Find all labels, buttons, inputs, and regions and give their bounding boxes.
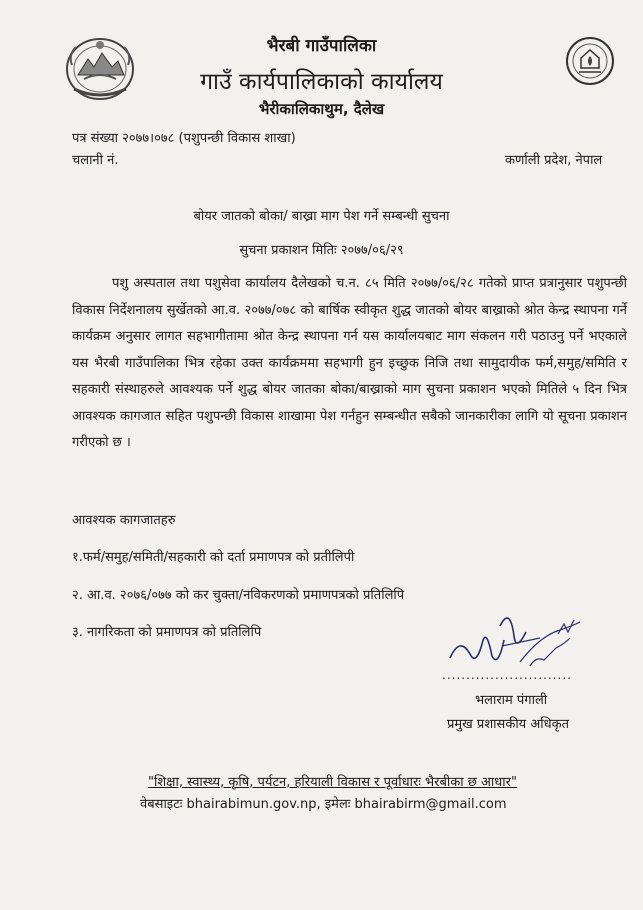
province-label: कर्णाली प्रदेश, नेपाल (505, 153, 603, 168)
office-address: भैरीकालिकाथुम, दैलेख (258, 100, 385, 118)
document-item: २. आ.व. २०७६/०७७ को कर चुक्ता/नविकरणको प्रमाणपत्रको प्रतिलिपि (72, 588, 405, 603)
documents-title: आवश्यक कागजातहरु (72, 513, 176, 528)
office-name: गाउँ कार्यपालिकाको कार्यालय (200, 69, 443, 95)
document-item: ३. नागरिकता को प्रमाणपत्र को प्रतिलिपि (72, 625, 262, 640)
reference-number: पत्र संख्या २०७७।०७८ (पशुपन्छी विकास शाखा) (72, 131, 296, 146)
municipality-name: भैरबी गाउँपालिका (266, 36, 377, 56)
dispatch-number: चलानी नं. (72, 153, 119, 168)
document-item: १.फर्म/समुह/समिती/सहकारी को दर्ता प्रमाणपत्र को प्रतीलिपी (72, 550, 355, 565)
signer-name: भलाराम पंगाली (475, 693, 548, 708)
footer-slogan: "शिक्षा, स्वास्थ्य, कृषि, पर्यटन, हरियाली विकास र पूर्वाधारः भैरबीका छ आधार" (148, 775, 517, 790)
publication-date: सुचना प्रकाशन मितिः २०७७/०६/२९ (239, 243, 404, 258)
footer-contact: वेबसाइटः bhairabimun.gov.np, इमेलः bhairabirm@gmail.com (140, 797, 507, 812)
signature-line: ........................... (442, 668, 572, 682)
notice-subject: बोयर जातको बोका/ बाख्रा माग पेश गर्ने सम्बन्धी सुचना (193, 209, 450, 224)
signer-title: प्रमुख प्रशासकीय अधिकृत (447, 717, 570, 732)
notice-body: पशु अस्पताल तथा पशुसेवा कार्यालय दैलेखको च.न. ८५ मिति २०७७/०६/२८ गतेको प्राप्त प्रत्रानुसार पशुपन्छी विकास निर्देशनालय सुर्खेतको आ.व. २०७७/०७८ को बार्षिक स्वीकृत शुद्ध जातको बोयर बाख्राको श्रोत केन्द्र स्थापना गर्ने कार्यक्रम अनुसार लागत सहभागीतामा श्रोत केन्द्र स्थापना गर्न यस कार्यालयबाट माग संकलन गरी पठाउनु पर्ने भएकाले यस भैरबी गाउँपालिका भित्र रहेका उक्त कार्यक्रममा सहभागी हुन इच्छुक निजि तथा सामुदायीक फर्म,समुह/समिति र सहकारी संस्थाहरुले आवश्यक पर्ने शुद्ध बोयर जातका बोका/बाख्राको माग सुचना प्रकाशन भएको मितिले ५ दिन भित्र आवश्यक कागजात सहित पशुपन्छी विकास शाखामा पेश गर्नहुन सम्बन्धीत सबैको जानकारीका लागि यो सूचना प्रकाशन गरीएको छ । (72, 276, 627, 450)
handwritten-signature (440, 596, 590, 676)
